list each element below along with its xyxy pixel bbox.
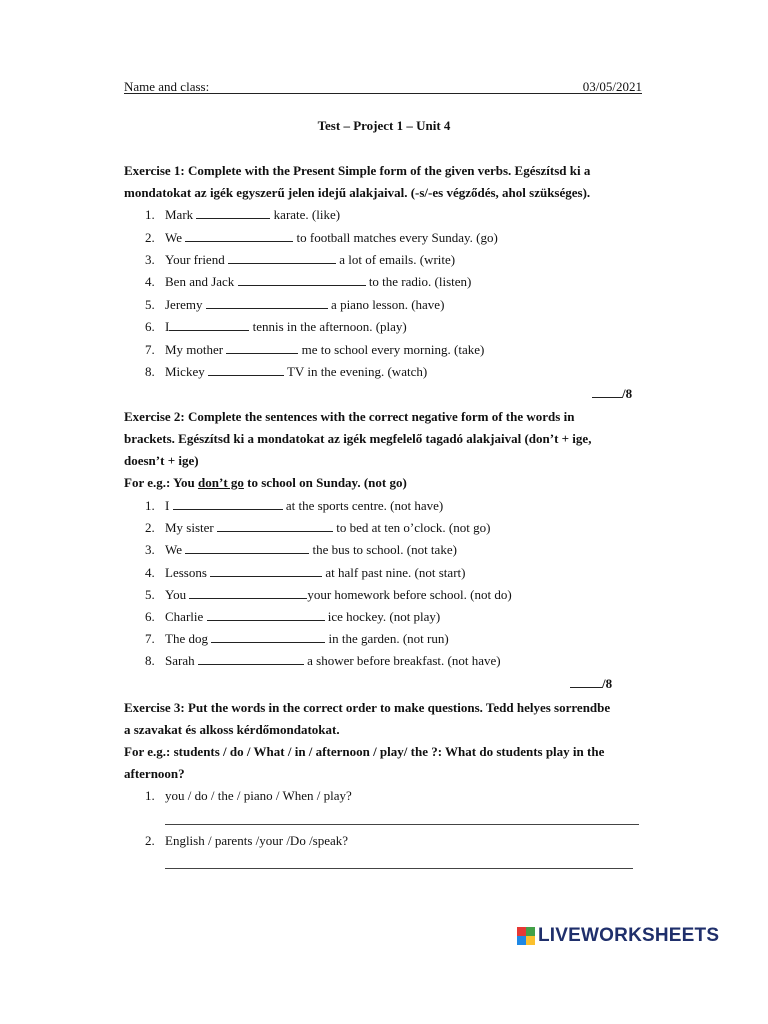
answer-blank[interactable] (189, 587, 307, 599)
name-and-class-label: Name and class: (124, 79, 210, 94)
answer-line[interactable] (165, 824, 639, 825)
exercise-3-item: 1. you / do / the / piano / When / play? (145, 788, 352, 803)
answer-blank[interactable] (226, 342, 298, 354)
exercise-2-instruction: Exercise 2: Complete the sentences with the correct negative form of the words in brackets. Egészítsd ki a mondatokat az igék megfelelő tagadó alakjaival (don’t + ige, doesn’t + ige) (124, 409, 592, 468)
exercise-1-instruction: Exercise 1: Complete with the Present Simple form of the given verbs. Egészítsd ki a mondatokat az igék egyszerű jelen idejű alakjaival. (-s/-es végződés, ahol szükséges). (124, 163, 591, 200)
exercise-2-example: For e.g.: You don’t go to school on Sunday. (not go) (124, 475, 407, 490)
answer-blank[interactable] (185, 542, 309, 554)
liveworksheets-logo (517, 925, 719, 947)
answer-blank[interactable] (238, 274, 366, 286)
exercise-2-item: 5. You your homework before school. (not do) (145, 587, 512, 602)
answer-blank[interactable] (206, 297, 328, 309)
answer-blank[interactable] (185, 230, 293, 242)
exercise-2-item: 8. Sarah a shower before breakfast. (not have) (145, 653, 501, 668)
name-and-class-input-line[interactable] (124, 93, 642, 94)
score-blank[interactable] (570, 676, 602, 688)
exercise-1-item: 6. I tennis in the afternoon. (play) (145, 319, 407, 334)
liveworksheets-logo-text: LIVEWORKSHEETS (538, 925, 720, 946)
answer-blank[interactable] (211, 631, 325, 643)
exercise-2-item: 2. My sister to bed at ten o’clock. (not go) (145, 520, 491, 535)
answer-blank[interactable] (210, 565, 322, 577)
answer-line[interactable] (165, 868, 633, 869)
exercise-1-item: 3. Your friend a lot of emails. (write) (145, 252, 456, 267)
exercise-1-score: /8 (592, 386, 632, 402)
exercise-2-item: 7. The dog in the garden. (not run) (145, 631, 449, 646)
exercise-2-item: 1. I at the sports centre. (not have) (145, 498, 444, 513)
answer-blank[interactable] (198, 653, 304, 665)
answer-blank[interactable] (196, 207, 270, 219)
answer-blank[interactable] (173, 498, 283, 510)
exercise-2-score: /8 (570, 676, 612, 692)
date: 03/05/2021 (582, 79, 642, 94)
exercise-1-item: 5. Jeremy a piano lesson. (have) (145, 297, 445, 312)
answer-blank[interactable] (169, 319, 249, 331)
exercise-3-item: 2. English / parents /your /Do /speak? (145, 833, 349, 848)
exercise-1-item: 1. Mark karate. (like) (145, 207, 341, 222)
score-blank[interactable] (592, 386, 622, 398)
answer-blank[interactable] (228, 252, 336, 264)
exercise-1-item: 8. Mickey TV in the evening. (watch) (145, 364, 428, 379)
exercise-1-item: 7. My mother me to school every morning. (take) (145, 342, 485, 357)
liveworksheets-logo-icon (517, 927, 535, 945)
exercise-2-item: 4. Lessons at half past nine. (not start) (145, 565, 466, 580)
answer-blank[interactable] (208, 364, 284, 376)
exercise-2-item: 6. Charlie ice hockey. (not play) (145, 609, 441, 624)
answer-blank[interactable] (217, 520, 333, 532)
exercise-1-item: 4. Ben and Jack to the radio. (listen) (145, 274, 472, 289)
exercise-1-item: 2. We to football matches every Sunday. (go) (145, 230, 498, 245)
test-title: Test – Project 1 – Unit 4 (317, 118, 451, 133)
exercise-3-instruction: Exercise 3: Put the words in the correct order to make questions. Tedd helyes sorrendbe a szavakat és alkoss kérdőmondatokat. For e.g.: students / do / What / in / afternoon / play/ the ?: What do students play in the afternoon? (124, 700, 611, 781)
answer-blank[interactable] (207, 609, 325, 621)
exercise-2-item: 3. We the bus to school. (not take) (145, 542, 457, 557)
